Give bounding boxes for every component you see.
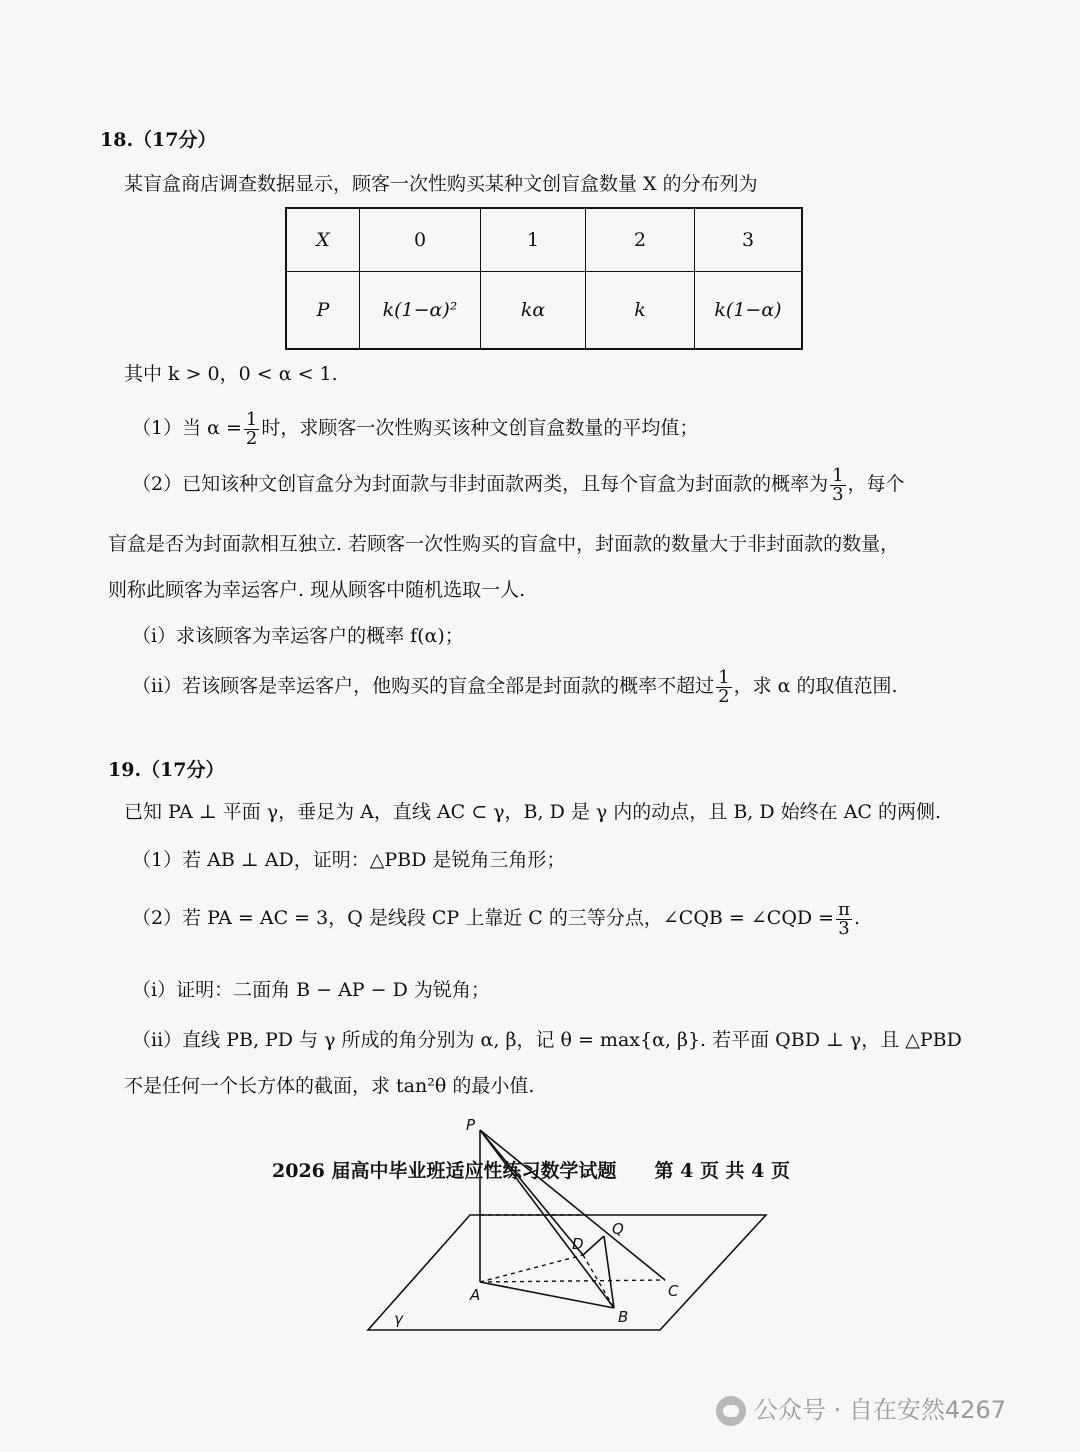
wechat-icon [716, 1396, 746, 1426]
plane-gamma [368, 1215, 766, 1330]
q18-part2-ii-text-a: （ii）若该顾客是幸运客户，他购买的盲盒全部是封面款的概率不超过 [132, 675, 715, 697]
label-C: C [668, 1282, 679, 1300]
edge-AC-hidden [480, 1280, 665, 1282]
fraction-denominator: 2 [245, 427, 258, 449]
watermark [716, 1390, 1006, 1426]
table-cell: P [286, 272, 360, 350]
q18-intro: 某盲盒商店调查数据显示，顾客一次性购买某种文创盲盒数量 X 的分布列为 [124, 173, 758, 195]
q18-part2-ii-text-b: ，求 α 的取值范围. [733, 675, 898, 697]
q18-part2-line2: 盲盒是否为封面款相互独立. 若顾客一次性购买的盲盒中，封面款的数量大于非封面款的数量， [108, 533, 900, 555]
table-cell: k(1−α)² [360, 272, 481, 350]
q18-header: 18.（17分） [100, 129, 217, 151]
fraction-denominator: 3 [838, 917, 850, 939]
q19-part2-text-a: （2）若 PA = AC = 3，Q 是线段 CP 上靠近 C 的三等分点，∠CQB = ∠CQD = [132, 907, 835, 929]
q19-part2-ii-line2: 不是任何一个长方体的截面，求 tan²θ 的最小值. [124, 1075, 535, 1097]
q18-part2-text-b: ，每个 [847, 473, 905, 495]
q19-intro: 已知 PA ⊥ 平面 γ，垂足为 A，直线 AC ⊂ γ，B, D 是 γ 内的动点，且 B, D 始终在 AC 的两侧. [124, 801, 942, 823]
label-gamma: γ [394, 1310, 403, 1328]
watermark-text: 公众号 · 自在安然4267 [754, 1396, 1006, 1424]
fraction-denominator: 3 [832, 483, 844, 505]
fraction-numerator: 1 [718, 666, 730, 688]
q18-part1-text-a: （1）当 α = [132, 417, 242, 439]
q18-part2-line3: 则称此顾客为幸运客户. 现从顾客中随机选取一人. [108, 579, 526, 601]
label-A: A [470, 1286, 481, 1304]
fraction-numerator: π [838, 898, 850, 920]
label-D: D [572, 1235, 584, 1253]
table-cell: kα [481, 272, 586, 350]
q18-condition: 其中 k > 0，0 < α < 1. [124, 363, 338, 385]
page-footer: 2026 届高中毕业班适应性练习数学试题 第 4 页 共 4 页 [272, 1160, 791, 1182]
fraction-numerator: 1 [832, 464, 844, 486]
table-cell: 2 [586, 208, 695, 272]
q19-part1: （1）若 AB ⊥ AD，证明：△PBD 是锐角三角形； [132, 849, 566, 871]
table-cell: X [286, 208, 360, 272]
q18-part2-text-a: （2）已知该种文创盲盒分为封面款与非封面款两类，且每个盲盒为封面款的概率为 [132, 473, 829, 495]
table-cell: k(1−α) [695, 272, 803, 350]
q19-part2-ii-line1: （ii）直线 PB, PD 与 γ 所成的角分别为 α, β，记 θ = max{α, β}. 若平面 QBD ⊥ γ，且 △PBD [132, 1029, 962, 1051]
q19-part2-i: （i）证明：二面角 B − AP − D 为锐角； [132, 979, 490, 1001]
q19-header: 19.（17分） [108, 759, 225, 781]
table-cell: k [586, 272, 695, 350]
fraction-numerator: 1 [245, 408, 258, 430]
label-P: P [466, 1116, 476, 1134]
label-Q: Q [612, 1220, 624, 1238]
q18-part1-text-b: 时，求顾客一次性购买该种文创盲盒数量的平均值； [261, 417, 699, 439]
label-B: B [618, 1308, 629, 1326]
table-cell: 0 [360, 208, 481, 272]
q19-part2-text-b: . [853, 907, 860, 929]
edge-PC [480, 1130, 665, 1280]
fraction-denominator: 2 [718, 685, 730, 707]
table-cell: 3 [695, 208, 803, 272]
edge-PD [480, 1130, 583, 1255]
table-cell: 1 [481, 208, 586, 272]
edge-AB [480, 1282, 614, 1308]
edge-AD-hidden [480, 1255, 583, 1282]
q18-part2-i: （i）求该顾客为幸运客户的概率 f(α)； [132, 625, 464, 647]
edge-DQ [583, 1236, 604, 1255]
